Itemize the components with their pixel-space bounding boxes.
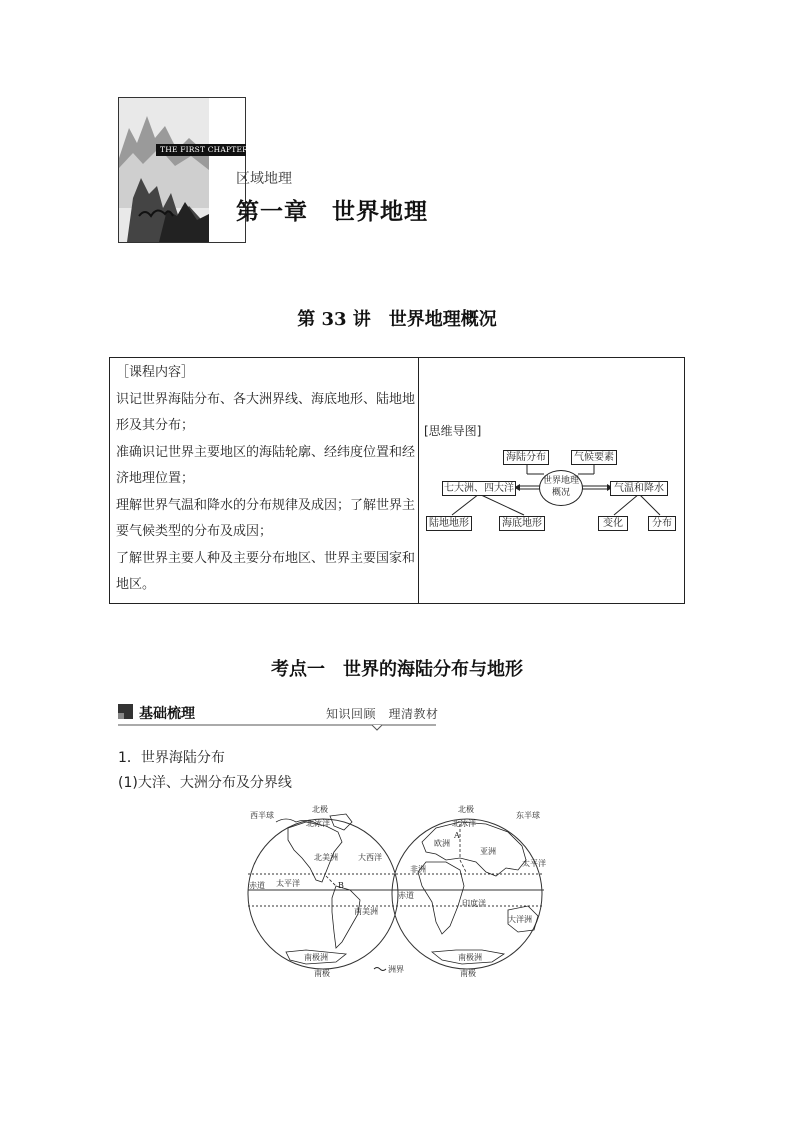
label-arctic-ocean-w: 北冰洋 — [306, 819, 330, 828]
mindmap-land-sea: 海陆分布 — [503, 450, 549, 465]
mindmap-change: 变化 — [598, 516, 628, 531]
western-hemisphere-circle — [248, 819, 398, 969]
label-b: B — [338, 881, 344, 890]
boundary-americas — [326, 876, 336, 886]
mindmap-continents-oceans: 七大洲、四大洋 — [444, 483, 514, 494]
label-eastern-hemisphere: 东半球 — [516, 811, 540, 820]
course-content-cell — [116, 360, 416, 599]
label-north-pole-e: 北极 — [458, 805, 474, 814]
mindmap-land-landforms: 陆地地形 — [426, 516, 472, 531]
label-africa: 非洲 — [410, 865, 426, 874]
basics-tags: 知识回顾 理清教材 — [326, 707, 439, 721]
region-label: 区域地理 — [236, 171, 292, 187]
course-content-header: ［课程内容］ — [116, 365, 195, 380]
label-asia: 亚洲 — [480, 847, 496, 856]
mindmap-seafloor-landforms: 海底地形 — [499, 516, 545, 531]
mind-map — [424, 440, 682, 540]
basics-underline — [118, 724, 436, 732]
chapter-title: 第一章 世界地理 — [236, 199, 428, 225]
chapter-banner: THE FIRST CHAPTER — [156, 144, 246, 156]
course-content-item: 理解世界气温和降水的分布规律及成因；了解世界主要气候类型的分布及成因； — [116, 497, 416, 539]
europe-asia-outline — [422, 822, 526, 876]
label-antarctica-w: 南极洲 — [304, 953, 328, 962]
basics-label: 基础梳理 — [139, 706, 195, 722]
legend-boundary-line-icon — [374, 968, 386, 971]
legend-boundary-label: 洲界 — [388, 965, 404, 974]
label-pacific-ocean-e: 太平洋 — [522, 859, 546, 868]
mindmap-center: 世界地理概况 — [539, 470, 583, 506]
label-pacific-ocean-w: 太平洋 — [276, 879, 300, 888]
eastern-hemisphere-circle — [392, 819, 542, 969]
table-divider — [418, 357, 419, 604]
label-equator-w: 赤道 — [249, 881, 265, 890]
mindmap-distribution: 分布 — [648, 516, 676, 531]
label-equator-e: 赤道 — [398, 891, 414, 900]
mindmap-temp-precip: 气温和降水 — [610, 481, 668, 496]
label-oceania: 大洋洲 — [508, 915, 532, 924]
course-content-item: 识记世界海陆分布、各大洲界线、海底地形、陆地地形及其分布； — [116, 391, 416, 433]
north-america-outline — [288, 822, 342, 882]
label-arctic-ocean-e: 北冰洋 — [452, 819, 476, 828]
section-title: 考点一 世界的海陆分布与地形 — [271, 659, 523, 680]
label-europe: 欧洲 — [434, 839, 450, 848]
label-north-pole-w: 北极 — [312, 805, 328, 814]
south-america-outline — [332, 886, 360, 948]
heading-land-sea-distribution: 1．世界海陆分布 — [118, 750, 225, 766]
basics-square-icon — [118, 704, 133, 719]
label-western-hemisphere: 西半球 — [250, 811, 274, 820]
hemispheres-map — [246, 802, 548, 982]
label-a: A — [454, 831, 460, 840]
course-content-item: 准确识记世界主要地区的海陆轮廓、经纬度位置和经济地理位置； — [116, 444, 416, 486]
boundary-asia-africa — [460, 860, 466, 872]
lecture-title: 第 33 讲 世界地理概况 — [297, 309, 497, 330]
heading-oceans-continents: (1)大洋、大洲分布及分界线 — [118, 775, 292, 791]
label-south-pole-e: 南极 — [460, 969, 476, 978]
label-indian-ocean: 印度洋 — [462, 899, 486, 908]
mindmap-climate-factors: 气候要素 — [571, 450, 617, 465]
course-content-item: 了解世界主要人种及主要分布地区、世界主要国家和地区。 — [116, 550, 416, 592]
label-north-america: 北美洲 — [314, 853, 338, 862]
label-south-america: 南美洲 — [354, 907, 378, 916]
label-atlantic-ocean: 大西洋 — [358, 853, 382, 862]
label-south-pole-w: 南极 — [314, 969, 330, 978]
mindmap-header: [思维导图] — [424, 424, 482, 438]
mountain-photo — [119, 98, 209, 242]
label-antarctica-e: 南极洲 — [458, 953, 482, 962]
greenland-outline — [330, 814, 352, 830]
